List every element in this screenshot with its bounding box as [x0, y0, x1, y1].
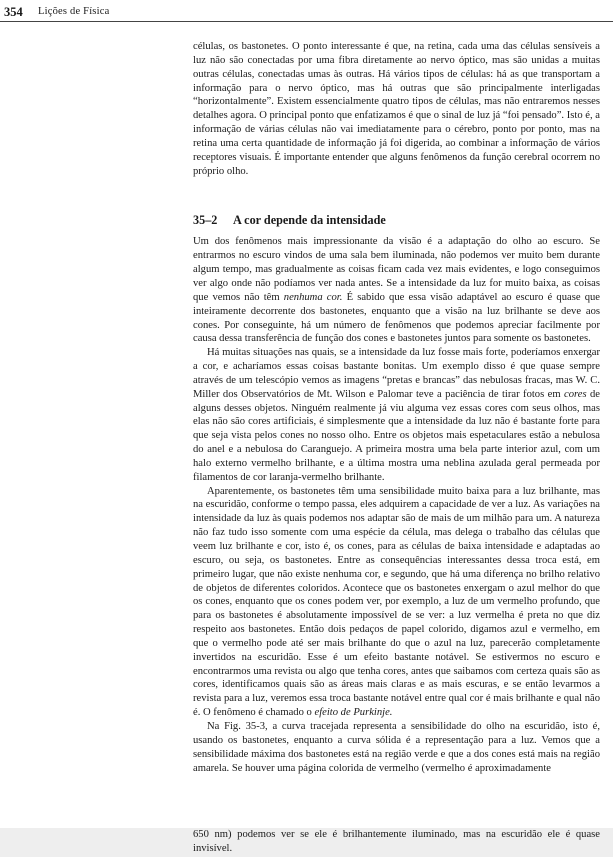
paragraph-text: Aparentemente, os bastonetes têm uma sensibilidade muito baixa para a luz brilhante, mas na escuridão, conforme o tempo passa, eles adquirem a capacidade de ver a luz. As variações na intensidade da luz às quais podemos nos adaptar são de mais de um milhão para um. A natureza não faz tudo isso somente com uma espécie da célula, mas delega o trabalho das células que veem luz brilhante e cor, isto é, os cones, para as células de baixa intensidade e adaptadas ao escuro, ou seja, os bastonetes. Entre as consequências interessantes dessa troca está, em primeiro lugar, que não existe nenhuma cor, e segundo, que há uma diferença no brilho relativo de objetos de diferentes coloridos. Acontece que os bastonetes enxergam o azul melhor do que os cones, enquanto que os cones podem ver, por exemplo, a luz de um vermelho profundo, que para os bastonetes é absolutamente impossível de se ver: a luz vermelha é preta no que diz respeito aos bastonetes. Então dois pedaços de papel colorido, digamos azul e vermelho, em que o vermelho pode até ser mais brilhante do que o azul na luz, parecerão completamente invertidos na escuridão. Esse é um efeito bastante notável. Se estivermos no escuro e encontrarmos uma revista ou algo que tenha cores, antes que saibamos com certeza quais são as cores, identificamos quais são as áreas mais claras e as mais escuras, e se então levarmos a revista para a luz, veremos essa troca bastante notável entre qual cor é mais brilhante e qual não é. O fenômeno é chamado o [193, 485, 600, 719]
page-number: 354 [4, 5, 23, 19]
bottom-line: 650 nm) podemos ver se ele é brilhantemente iluminado, mas na escuridão ele é quase invisível. [193, 829, 600, 854]
paragraph-nebulae [193, 346, 600, 484]
paragraph-text: de alguns desses objetos. Ninguém realmente já viu alguma vez essas cores com seus olhos, mas elas não são cores artificiais, é simplesmente que a intensidade da luz não é bastante forte para que seja vista pelos cones no nosso olho. Entre os objetos mais espetaculares estão a nebulosa do anel e a nebulosa do Caranguejo. A primeira mostra uma bela parte interior azul, com um halo externo vermelho brilhante, e a última mostra uma neblina azulada geral permeada por filamentos de cor laranja-vermelho brilhante. [193, 388, 600, 483]
paragraph-text: É sabido que essa visão adaptável ao escuro é quase que inteiramente decorrente dos bastonetes, enquanto que a visão na luz brilhante se deve aos cones. Por conseguinte, há um número de fenômenos que podemos apreciar facilmente por causa dessa transferência de função dos cones e bastonetes juntos para somente os bastonetes. [193, 291, 600, 345]
emphasis-text: efeito de Purkinje. [314, 707, 393, 719]
section-number: 35–2 [193, 213, 218, 228]
paragraph-text: Um dos fenômenos mais impressionante da visão é a adaptação do olho ao escuro. Se entrarmos no escuro vindos de uma sala bem iluminada, não podemos ver muito bem durante algum tempo, mas gradualmente as coisas ficam cada vez mais evidentes, e logo conseguimos ver algo onde não podíamos ver nada antes. Se a intensidade da luz for muito baixa, as coisas que vemos não têm [193, 236, 600, 303]
paragraph-text: Há muitas situações nas quais, se a intensidade da luz fosse mais forte, poderíamos enxergar a cor, e acharíamos essas coisas bastante bonitas. Um exemplo disso é que quase sempre através de um telescópio vemos as imagens “pretas e brancas” das nebulosas fracas, mas W. C. Miller dos Observatórios de Mt. Wilson e Palomar teve a paciência de tirar fotos em [193, 347, 600, 400]
emphasis-text: nenhuma cor. [283, 291, 343, 303]
paragraph-dark-adaptation [193, 235, 600, 346]
section-heading [193, 212, 600, 228]
emphasis-text: cores [564, 388, 587, 400]
paragraph-purkinje [193, 485, 600, 720]
running-header [0, 3, 613, 22]
section-title: A cor depende da intensidade [233, 213, 386, 228]
paragraph-figure-reference: Na Fig. 35-3, a curva tracejada representa a sensibilidade do olho na escuridão, isto é, usando os bastonetes, enquanto a curva sólida é a representação para a luz. Vemos que a sensibilidade máxima dos bastonetes está na região verde e que a dos cones está mais na região amarela. Se houver uma página colorida de vermelho (vermelho é aproximadamente [193, 720, 600, 774]
page-body [193, 40, 600, 775]
intro-paragraph: células, os bastonetes. O ponto interessante é que, na retina, cada uma das células sensíveis a luz não são conectadas por uma fibra diretamente ao nervo óptico, mas são unidas a muitas outras células, conectadas umas às outras. Há vários tipos de células: há as que transportam a informação para o nervo óptico, mas há outras que são principalmente interligadas “horizontalmente”. Existem essencialmente quatro tipos de células, mas não entraremos nesses detalhes agora. O principal ponto que enfatizamos é que o sinal de luz já “foi pensado”. Isto é, a informação de várias células não vai imediatamente para o cérebro, ponto por ponto, mas na retina uma certa quantidade de informação já foi digerida, ao combinar a informação de vários receptores visuais. É importante entender que alguns fenômenos da função cerebral ocorrem no próprio olho. [193, 41, 600, 177]
book-title: Lições de Física [38, 6, 110, 17]
